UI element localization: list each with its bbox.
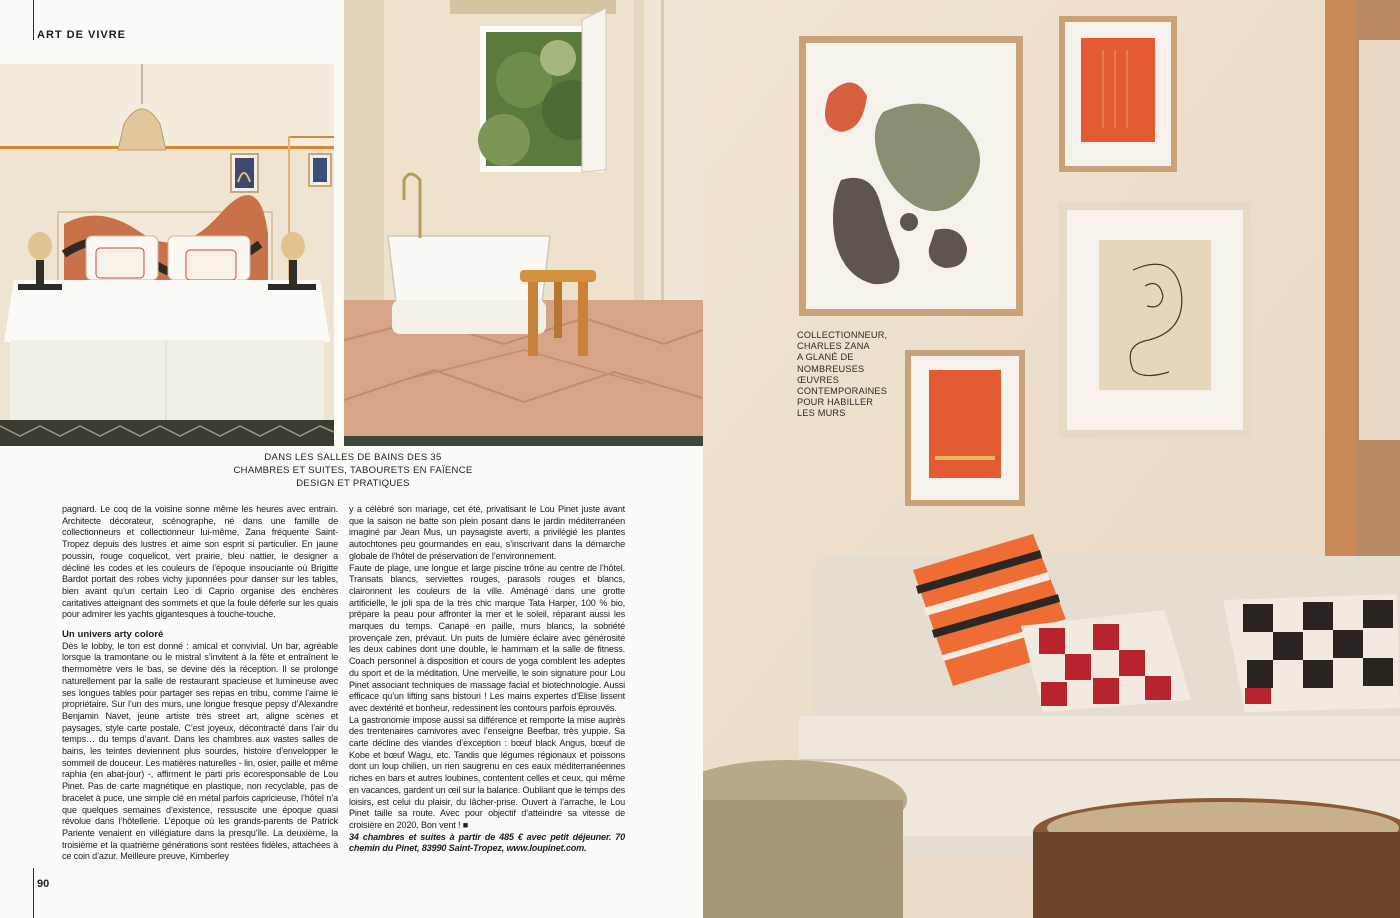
art-caption xyxy=(797,330,897,420)
caption-line: ŒUVRES xyxy=(797,374,840,385)
caption-line: A GLANÉ DE xyxy=(797,352,854,363)
caption-line: CHAMBRES ET SUITES, TABOURETS EN FAÏENCE xyxy=(233,465,473,476)
caption-line: DESIGN ET PRATIQUES xyxy=(296,478,410,489)
bathroom-caption xyxy=(180,451,526,490)
living-room-photo xyxy=(703,0,1400,918)
article-column-1 xyxy=(62,504,338,863)
margin-rule-bottom xyxy=(33,868,34,918)
article-paragraph: La gastronomie impose aussi sa différence et remporte la mise auprès des trentenaires carnivores avec l’enseigne Beefbar, très yuppie. Sa carte décline des viandes d’exception : bœuf black Angus, bœuf de Kobe et bœuf Wagu, etc. Tandis que légumes régionaux et poissons dont un loup chilien, un rien saugrenu en ces eaux méditerranéennes riches en bars et autres loubines, contentent celles et ceux, qui même en vacances, gardent un œil sur la balance. Oubliant que le temps des loisirs, est celui du plaisir, du lâcher-prise. Ouvert à l’arrache, le Lou Pinet taille sa route. Avec pour objectif d’atteindre sa vitesse de croisière en 2020. Bon vent ! ■ xyxy=(349,714,625,830)
margin-rule-top xyxy=(33,0,34,40)
page-number: 90 xyxy=(37,878,50,890)
article-paragraph: y a célébré son mariage, cet été, privatisant le Lou Pinet juste avant que la saison ne batte son plein posant dans le jardin méditerranéen imaginé par Jean Mus, un paysagiste averti, a privilégié les plantes autochtones peu gourmandes en eau, s’inscrivant dans la démarche globale de l’hôtel de préservation de l’environnement. xyxy=(349,504,625,561)
cushion-black-check xyxy=(1223,594,1400,712)
bedroom-photo xyxy=(0,64,334,446)
article-column-2 xyxy=(349,504,625,855)
caption-line: CONTEMPORAINES xyxy=(797,386,888,397)
caption-line: COLLECTIONNEUR, xyxy=(797,330,888,340)
caption-line: NOMBREUSES xyxy=(797,363,865,374)
caption-line: POUR HABILLER xyxy=(797,397,874,408)
caption-line: DANS LES SALLES DE BAINS DES 35 xyxy=(264,452,442,463)
hotel-info: 34 chambres et suites à partir de 485 € avec petit déjeuner. 70 chemin du Pinet, 83990 Saint-Tropez, www.loupinet.com. xyxy=(349,831,625,854)
article-subhead: Un univers arty coloré xyxy=(62,629,164,641)
article-paragraph: Dès le lobby, le ton est donné : amical et convivial. Un bar, agréable lorsque la tramontane ou le mistral s’invitent à la fête et entraînent le thermomètre vers le bas, se devine dès la réception. Il se prolonge naturellement par la salle de restaurant spacieuse et lumineuse avec ses longues tables pour partager ses repas en tribu, comme l’aime le propriétaire. Sur l’un des murs, une longue fresque pepsy d’Alexandre Benjamin Navet, jeune artiste très street art, aligne scènes et paysages, style carte postale. C’est joyeux, décontracté dans l’air du temps… du temps d’avant. Dans les chambres aux vastes salles de bains, les teintes deviennent plus sourdes, histoire d’envelopper le sommeil de douceur. Les matières naturelles - lin, osier, paille et même raphia (en abat-jour) -, affirment le parti pris écoresponsable de Lou Pinet. Pas de carte magnétique en plastique, non recyclable, pas de bracelet à puce, une simple clé en métal parfois capricieuse, l’hôtel n’a que quelques semaines d’existence, ressuscite une époque quasi révolue dans l’hôtellerie. L’époque où les grands-parents de Patrick Pariente venaient en villégiature dans la presqu’île. La deuxième, la troisième et la quatrième générations sont restées fidèles, attachées à ce coin d’azur. Meilleure preuve, Kimberley xyxy=(62,640,338,862)
section-label: ART DE VIVRE xyxy=(37,29,127,41)
caption-line: LES MURS xyxy=(797,408,846,419)
article-paragraph: Faute de plage, une longue et large piscine trône au centre de l’hôtel. Transats blancs, serviettes rouges, parasols rouges et blancs, claironnent les couleurs de la ville. Aménagé dans une grotte artificielle, le joli spa de la très chic marque Tata Harper, 100 % bio, prépare la peau pour affronter la mer et le soleil, réparant aussi les marques du temps. Canapé en paille, murs blancs, la sobriété provençale zen, prévaut. Un puits de lumière éclaire avec générosité les deux cabines dont une double, le hammam et la salle de fitness. Coach personnel à disposition et cours de yoga comblent les adeptes du sport et de la méditation. Une merveille, le soin signature pour Lou Pinet associant techniques de massage facial et biotechnologie. Aussi efficace qu’un lifting sans bistouri ! Les mains expertes d’Elise lissent avec dextérité et bonheur, redessinent les contours parfois éprouvés. xyxy=(349,562,625,713)
caption-line: CHARLES ZANA xyxy=(797,341,870,352)
cushion-red-check xyxy=(1021,610,1191,712)
bathroom-photo xyxy=(344,0,703,446)
article-paragraph: pagnard. Le coq de la voisine sonne même les heures avec entrain. Architecte décorateur, scénographe, né dans une famille de collectionneurs et collectionneur lui-même, Zana fréquente Saint-Tropez depuis des lustres et aime son esprit si particulier. En jaune poussin, rouge coquelicot, vert prairie, bleu nattier, le designer a décliné les codes et les couleurs de l’époque insouciante où Brigitte Bardot portait des robes vichy juponnées pour danser sur les tables, bien avant qu’un certain Leo di Caprio organise des enchères caritatives atteignant des sommets et que la foule déferle sur les quais pour admirer les yachts gigantesques à touche-touche. xyxy=(62,504,338,620)
